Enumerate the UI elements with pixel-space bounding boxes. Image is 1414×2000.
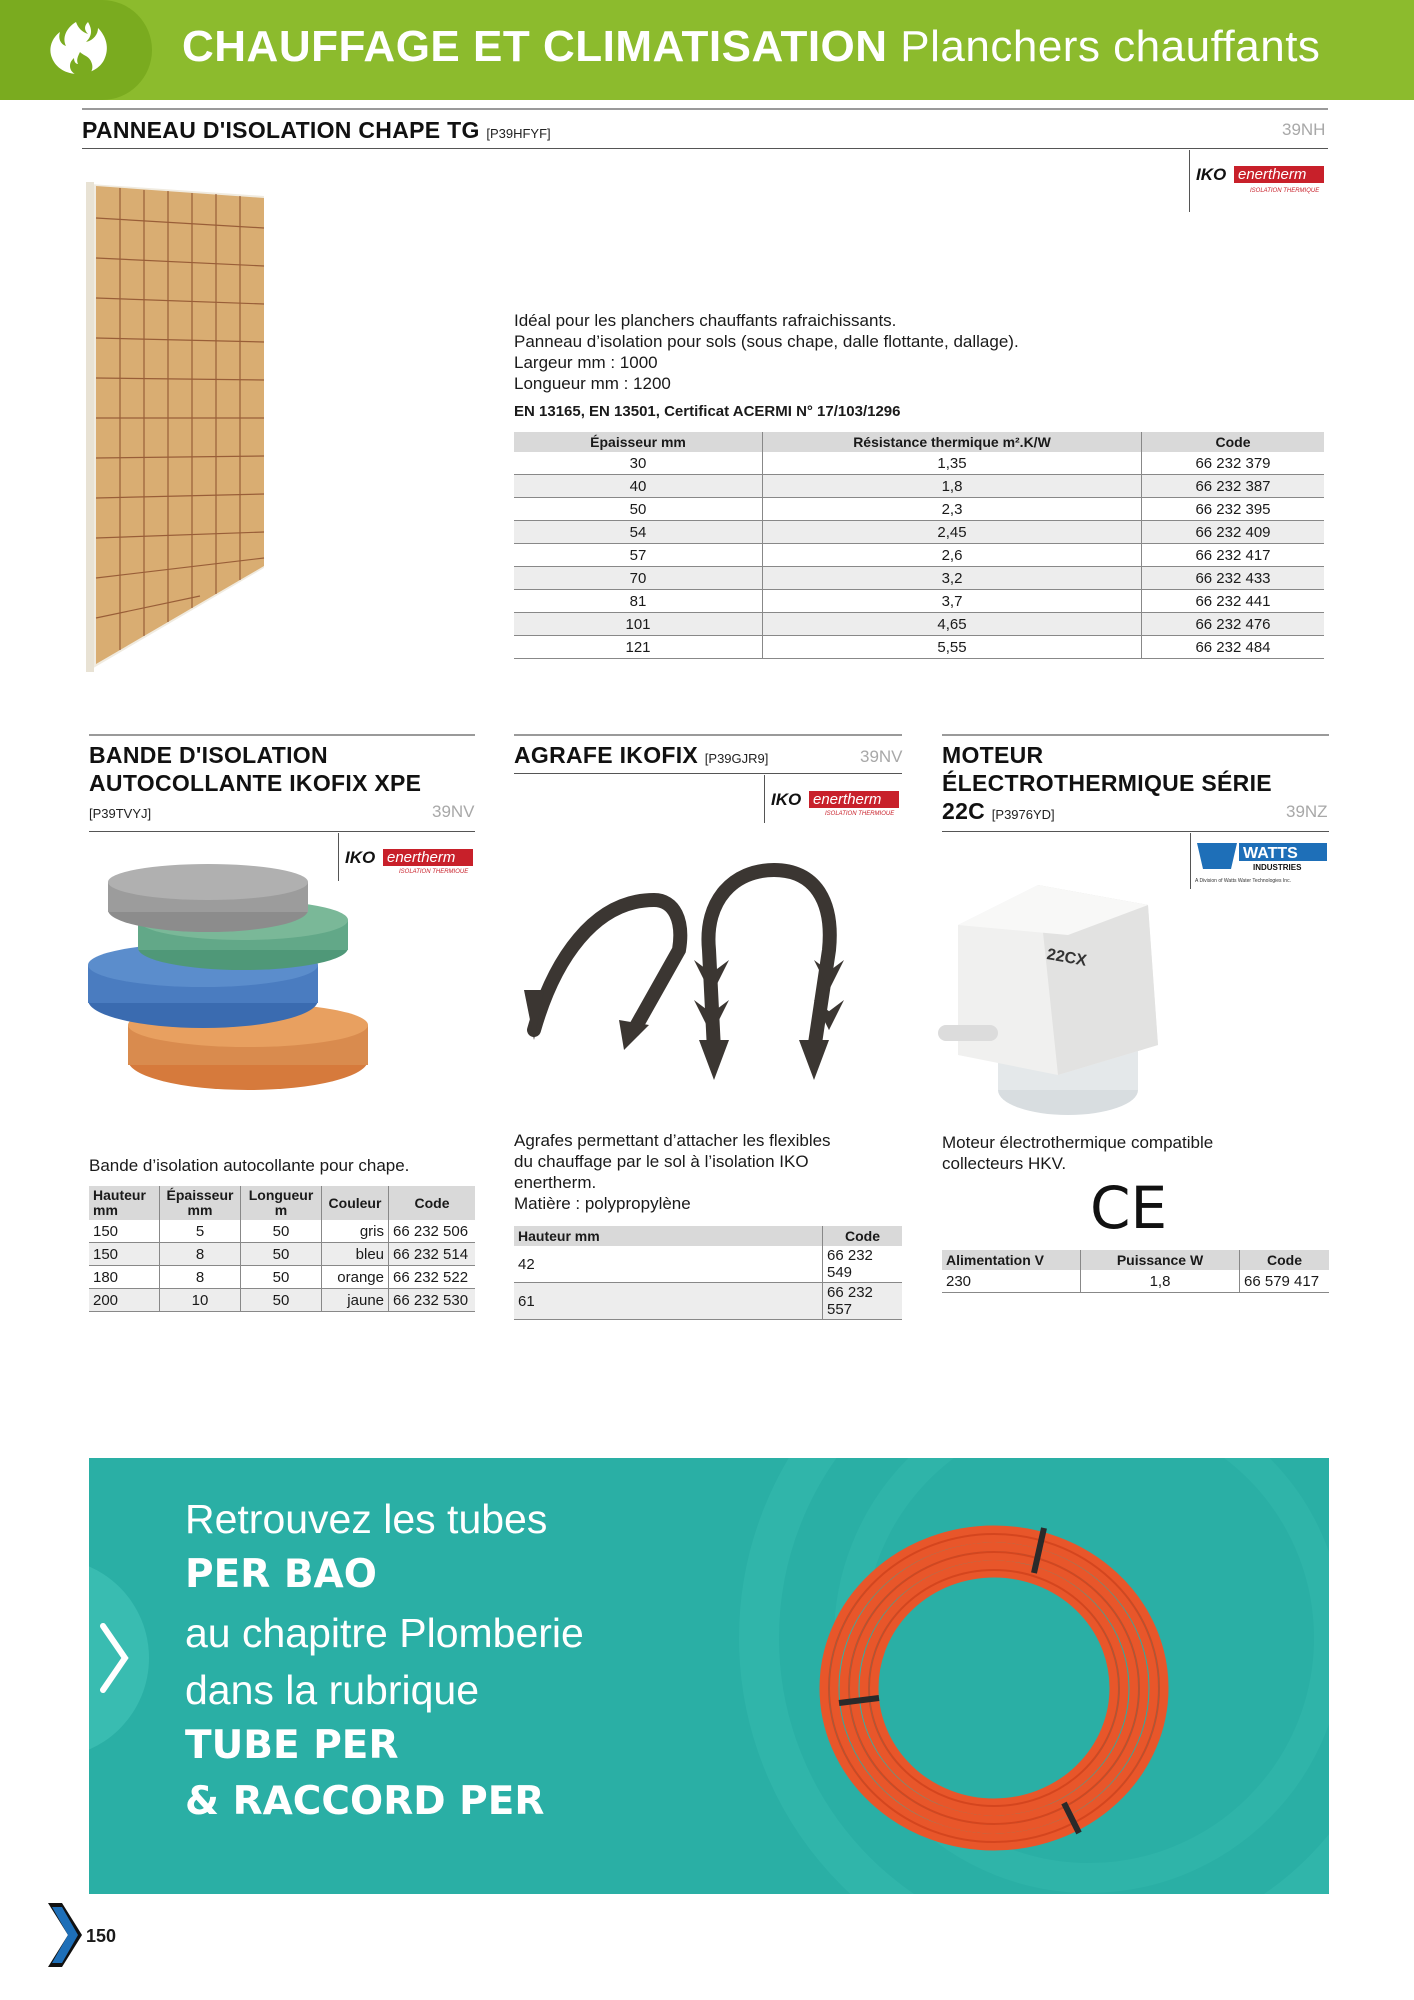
table-cell: 81: [514, 590, 763, 613]
table-header-row: [89, 1186, 475, 1220]
moteur-top-rule: [942, 734, 1329, 736]
table-header: Code: [1142, 432, 1325, 452]
table-cell: 42: [514, 1246, 823, 1283]
moteur-description: [942, 1132, 1213, 1174]
table-cell: 66 232 379: [1142, 452, 1325, 475]
agrafe-desc-line: Agrafes permettant d’attacher les flexibles: [514, 1131, 831, 1150]
table-header: Code: [389, 1186, 476, 1220]
table-cell: 1,8: [763, 475, 1142, 498]
moteur-category: 39NZ: [1286, 802, 1328, 821]
band-description: Bande d’isolation autocollante pour chape.: [89, 1156, 410, 1175]
iko-logo-text2: enertherm: [813, 791, 882, 808]
table-cell: 66 232 549: [823, 1246, 903, 1283]
band-heading-rule: [89, 831, 475, 832]
table-cell: 8: [160, 1243, 241, 1266]
iko-logo-text2: enertherm: [387, 849, 456, 866]
panel-heading: [82, 116, 551, 148]
agrafe-top-rule: [514, 734, 902, 736]
agrafe-desc-line: enertherm.: [514, 1173, 597, 1192]
table-row: [89, 1289, 475, 1312]
panel-top-rule: [82, 108, 1328, 110]
band-category: 39NV: [432, 802, 475, 821]
table-row: [514, 636, 1324, 659]
table-row: [514, 475, 1324, 498]
table-cell: 66 232 484: [1142, 636, 1325, 659]
table-cell: 3,2: [763, 567, 1142, 590]
table-cell: 30: [514, 452, 763, 475]
insulation-bands-image: [88, 860, 378, 1110]
table-cell: 50: [241, 1220, 322, 1243]
moteur-title-2: ÉLECTROTHERMIQUE SÉRIE: [942, 770, 1272, 796]
table-cell: 1,8: [1081, 1270, 1240, 1293]
banner-line: TUBE PER: [185, 1723, 399, 1768]
band-ref: [P39TVYJ]: [89, 806, 152, 821]
insulation-panel-image: [80, 178, 280, 676]
table-cell: 66 232 557: [823, 1283, 903, 1320]
banner-line: & RACCORD PER: [185, 1779, 545, 1824]
ce-mark-icon: CE: [1090, 1174, 1168, 1242]
iko-logo-graphic: [1190, 150, 1330, 200]
table-row: [514, 452, 1324, 475]
moteur-table: [942, 1250, 1329, 1293]
table-cell: 50: [241, 1289, 322, 1312]
iko-logo-text: IKO: [345, 848, 376, 867]
agrafe-desc-line: du chauffage par le sol à l’isolation IKO: [514, 1152, 809, 1171]
moteur-ref: [P3976YD]: [991, 807, 1055, 822]
table-cell: 50: [514, 498, 763, 521]
table-header: Alimentation V: [942, 1250, 1081, 1270]
table-cell: 66 232 441: [1142, 590, 1325, 613]
table-header: Longueur m: [241, 1186, 322, 1220]
header-icon-box: [0, 0, 152, 100]
table-cell: 70: [514, 567, 763, 590]
iko-logo-graphic: [765, 775, 903, 815]
table-row: [89, 1220, 475, 1243]
table-cell: 3,7: [763, 590, 1142, 613]
band-top-rule: [89, 734, 475, 736]
table-cell: 5: [160, 1220, 241, 1243]
table-header: Code: [1240, 1250, 1330, 1270]
actuator-image: [938, 865, 1168, 1125]
table-header: Code: [823, 1226, 903, 1246]
table-cell: 54: [514, 521, 763, 544]
agrafe-category: 39NV: [860, 747, 903, 766]
table-header-row: [514, 1226, 902, 1246]
table-cell: bleu: [322, 1243, 389, 1266]
table-row: [514, 1283, 902, 1320]
staples-image: [514, 840, 904, 1100]
table-cell: 1,35: [763, 452, 1142, 475]
table-cell: 5,55: [763, 636, 1142, 659]
table-cell: 101: [514, 613, 763, 636]
iko-logo: [1189, 150, 1330, 212]
panel-heading-rule: [82, 148, 1328, 149]
table-cell: 66 232 395: [1142, 498, 1325, 521]
table-cell: 180: [89, 1266, 160, 1289]
table-cell: 200: [89, 1289, 160, 1312]
table-row: [514, 1246, 902, 1283]
table-cell: 66 232 530: [389, 1289, 476, 1312]
table-cell: 66 232 409: [1142, 521, 1325, 544]
watts-logo-graphic: [1191, 833, 1331, 889]
watts-logo: [1190, 833, 1331, 889]
table-header: Hauteur mm: [89, 1186, 160, 1220]
table-cell: 4,65: [763, 613, 1142, 636]
section-title: CHAUFFAGE ET CLIMATISATION: [182, 22, 888, 71]
moteur-heading-rule: [942, 831, 1329, 832]
iko-logo-tag: ISOLATION THERMIQUE: [399, 869, 469, 873]
agrafe-title: AGRAFE IKOFIX: [514, 742, 699, 768]
agrafe-description: [514, 1130, 831, 1214]
table-row: [514, 498, 1324, 521]
table-cell: 2,6: [763, 544, 1142, 567]
iko-logo-text2: enertherm: [1238, 166, 1307, 183]
panel-norms: EN 13165, EN 13501, Certificat ACERMI N° 17/103/1296: [514, 403, 901, 420]
agrafe-heading-rule: [514, 773, 902, 774]
table-header: Épaisseur mm: [514, 432, 763, 452]
section-subtitle: Planchers chauffants: [900, 22, 1321, 71]
panel-ref: [P39HFYF]: [486, 126, 551, 141]
watts-logo-tag: A Division of Watts Water Technologies Inc.: [1195, 878, 1291, 884]
table-row: [89, 1243, 475, 1266]
moteur-heading: [942, 741, 1272, 829]
table-cell: gris: [322, 1220, 389, 1243]
moteur-title-1: MOTEUR: [942, 742, 1044, 768]
iko-logo-text: IKO: [771, 790, 802, 809]
moteur-title-3: 22C: [942, 798, 986, 824]
banner-line: dans la rubrique: [185, 1667, 480, 1713]
table-cell: 10: [160, 1289, 241, 1312]
panel-desc-line: Idéal pour les planchers chauffants rafraichissants.: [514, 311, 897, 330]
page-number: 150: [86, 1926, 117, 1946]
page-title: [182, 22, 1320, 72]
iko-logo-text: IKO: [1196, 165, 1227, 184]
band-title-1: BANDE D'ISOLATION: [89, 742, 328, 768]
panel-title: PANNEAU D'ISOLATION CHAPE TG: [82, 117, 480, 143]
iko-logo: [764, 775, 903, 823]
table-cell: 50: [241, 1243, 322, 1266]
table-header-row: [942, 1250, 1329, 1270]
table-cell: 150: [89, 1243, 160, 1266]
table-row: [942, 1270, 1329, 1293]
table-row: [514, 613, 1324, 636]
band-table: [89, 1186, 475, 1312]
iko-logo-tag: ISOLATION THERMIQUE: [1250, 188, 1320, 194]
band-heading: [89, 741, 421, 797]
table-row: [514, 544, 1324, 567]
table-cell: 66 232 387: [1142, 475, 1325, 498]
table-cell: 2,3: [763, 498, 1142, 521]
agrafe-table: [514, 1226, 902, 1320]
moteur-desc-line: collecteurs HKV.: [942, 1154, 1067, 1173]
table-header: Épaisseur mm: [160, 1186, 241, 1220]
panel-description: [514, 310, 1019, 394]
table-header: Hauteur mm: [514, 1226, 823, 1246]
watts-logo-text: WATTS: [1243, 845, 1298, 862]
flame-icon: [0, 0, 152, 100]
agrafe-ref: [P39GJR9]: [704, 751, 769, 766]
moteur-desc-line: Moteur électrothermique compatible: [942, 1133, 1214, 1152]
panel-desc-line: Longueur mm : 1200: [514, 374, 671, 393]
page-tab-icon: [48, 1903, 84, 1967]
table-row: [514, 567, 1324, 590]
table-header: Puissance W: [1081, 1250, 1240, 1270]
table-cell: 121: [514, 636, 763, 659]
table-cell: 150: [89, 1220, 160, 1243]
banner-line: au chapitre Plomberie: [185, 1610, 584, 1656]
table-cell: 61: [514, 1283, 823, 1320]
table-cell: 66 232 506: [389, 1220, 476, 1243]
table-cell: 57: [514, 544, 763, 567]
table-header: Résistance thermique m².K/W: [763, 432, 1142, 452]
banner-line: Retrouvez les tubes: [185, 1496, 548, 1542]
promo-banner[interactable]: [89, 1458, 1329, 1894]
table-header: Couleur: [322, 1186, 389, 1220]
agrafe-desc-line: Matière : polypropylène: [514, 1194, 691, 1213]
table-cell: 66 232 522: [389, 1266, 476, 1289]
table-cell: jaune: [322, 1289, 389, 1312]
panel-category: 39NH: [1282, 120, 1326, 139]
panel-table: [514, 432, 1324, 659]
table-header-row: [514, 432, 1324, 452]
table-cell: 50: [241, 1266, 322, 1289]
table-cell: 40: [514, 475, 763, 498]
table-cell: 8: [160, 1266, 241, 1289]
watts-logo-text2: INDUSTRIES: [1253, 863, 1302, 872]
table-row: [89, 1266, 475, 1289]
table-cell: 2,45: [763, 521, 1142, 544]
panel-desc-line: Panneau d’isolation pour sols (sous chape, dalle flottante, dallage).: [514, 332, 1019, 351]
iko-logo-tag: ISOLATION THERMIQUE: [825, 811, 895, 815]
table-cell: 66 232 433: [1142, 567, 1325, 590]
table-cell: 66 232 514: [389, 1243, 476, 1266]
table-cell: 230: [942, 1270, 1081, 1293]
panel-desc-line: Largeur mm : 1000: [514, 353, 658, 372]
table-row: [514, 590, 1324, 613]
table-cell: 66 232 417: [1142, 544, 1325, 567]
table-cell: 66 579 417: [1240, 1270, 1330, 1293]
table-row: [514, 521, 1324, 544]
banner-line: PER BAO: [185, 1552, 377, 1597]
table-cell: 66 232 476: [1142, 613, 1325, 636]
table-cell: orange: [322, 1266, 389, 1289]
actuator-label: 22CX: [1045, 946, 1088, 970]
agrafe-heading: [514, 741, 768, 773]
band-title-2: AUTOCOLLANTE IKOFIX XPE: [89, 770, 422, 796]
